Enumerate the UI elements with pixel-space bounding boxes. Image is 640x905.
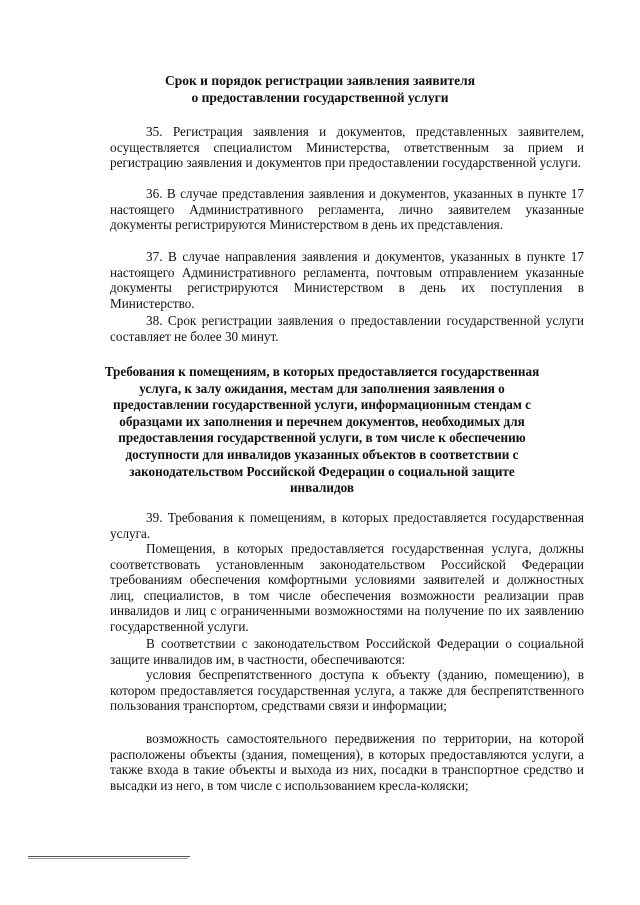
footer-divider <box>28 856 190 857</box>
paragraph-law: В соответствии с законодательством Российской Федерации о социальной защите инвалидов им, в частности, обеспечиваются: <box>110 636 584 667</box>
section-title-registration <box>110 72 530 106</box>
paragraph-37: 37. В случае направления заявления и документов, указанных в пункте 17 настоящего Административного регламента, почтовым отправлением указанные документы регистрируются Министерством в день их поступления в Министерство. <box>110 249 584 311</box>
section-title-line-2: о предоставлении государственной услуги <box>191 90 449 105</box>
section-title-line-1: Срок и порядок регистрации заявления заявителя <box>165 73 475 88</box>
paragraph-access: условия беспрепятственного доступа к объекту (зданию, помещению), в котором предоставляется государственная услуга, а также для беспрепятственного пользования транспортом, средствами связи и информации; <box>110 667 584 713</box>
paragraph-36: 36. В случае представления заявления и документов, указанных в пункте 17 настоящего Административного регламента, лично заявителем указанные документы регистрируются Министерством в день их представления. <box>110 186 584 232</box>
paragraph-premises: Помещения, в которых предоставляется государственная услуга, должны соответствовать установленным законодательством Российской Федерации требованиям обеспечения комфортными условиями заявителей и должностных лиц, специалистов, в том числе обеспечения возможности реализации прав инвалидов и лиц с ограниченными возможностями на получение по их заявлению государственной услуги. <box>110 541 584 634</box>
paragraph-38: 38. Срок регистрации заявления о предоставлении государственной услуги составляет не более 30 минут. <box>110 313 584 344</box>
paragraph-39: 39. Требования к помещениям, в которых предоставляется государственная услуга. <box>110 510 584 541</box>
section-title-premises: Требования к помещениям, в которых предоставляется государственная услуга, к залу ожидания, местам для заполнения заявления о предоставлении государственной услуги, информационным стендам с образцами их заполнения и перечнем документов, необходимых для предоставления государственной услуги, в том числе к обеспечению доступности для инвалидов указанных объектов в соответствии с законодательством Российской Федерации о социальной защите инвалидов <box>104 364 540 496</box>
paragraph-35: 35. Регистрация заявления и документов, представленных заявителем, осуществляется специалистом Министерства, ответственным за прием и регистрацию заявления и документов при предоставлении государственной услуги. <box>110 124 584 170</box>
footer-divider-shadow <box>28 858 188 859</box>
paragraph-movement: возможность самостоятельного передвижения по территории, на которой расположены объекты (здания, помещения), в которых предоставляются услуги, а также входа в такие объекты и выхода из них, посадки в транспортное средство и высадки из него, в том числе с использованием кресла-коляски; <box>110 731 584 793</box>
